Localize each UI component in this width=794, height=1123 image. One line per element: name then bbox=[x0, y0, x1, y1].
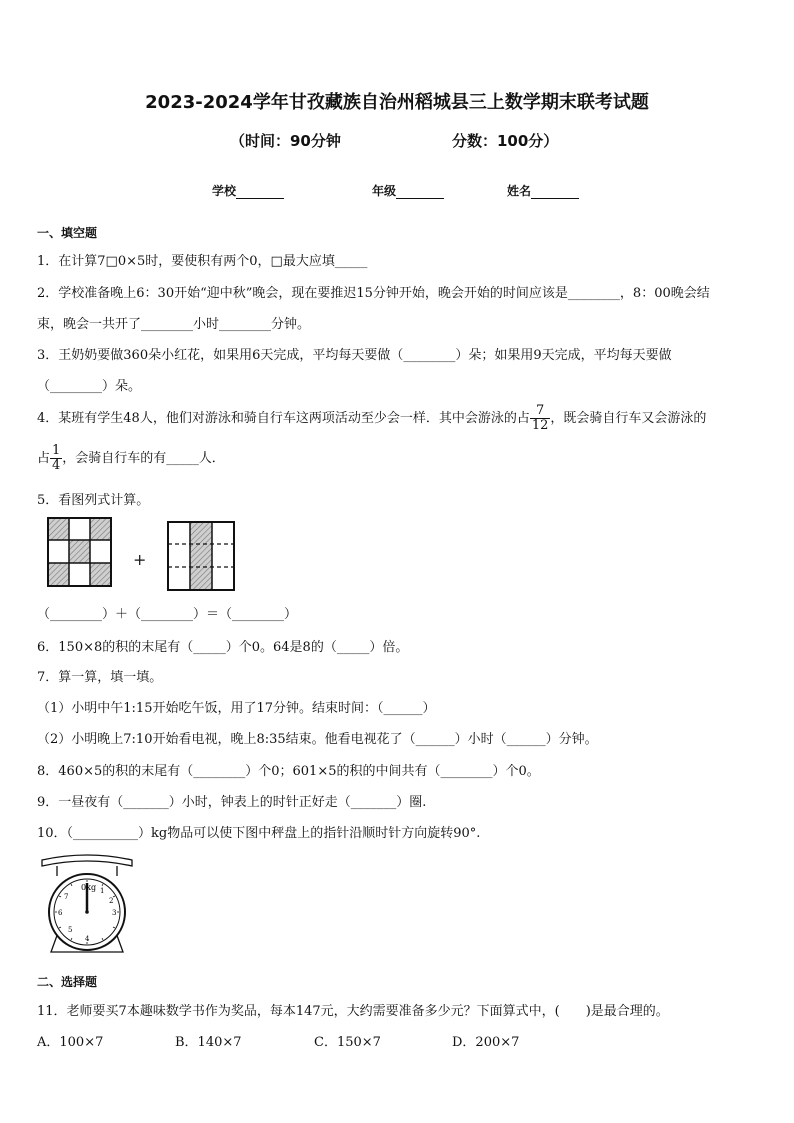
scale-zero-label: 0kg bbox=[81, 883, 97, 892]
grid-figure-checkerboard bbox=[46, 516, 114, 588]
question-11: 11．老师要买7本趣味数学书作为奖品，每本147元，大约需要准备多少元？下面算式中，( )是最合理的。 bbox=[37, 1004, 669, 1019]
question-7: 7．算一算，填一填。 bbox=[37, 670, 163, 685]
section-fill-in-title: 一、填空题 bbox=[37, 226, 98, 240]
grade-label: 年级 bbox=[372, 184, 397, 198]
option-a[interactable]: A．100×7 bbox=[37, 1035, 104, 1050]
question-4-line-2: 占 $\frac{1}{4}$ ，会骑自行车的有_____人． bbox=[37, 443, 225, 473]
dial-number-4: 4 bbox=[85, 935, 90, 943]
dial-number-5: 5 bbox=[68, 926, 73, 934]
grid-figure-middle-column bbox=[166, 520, 236, 592]
question-7-part-2: （2）小明晚上7:10开始看电视，晚上8:35结束。他看电视花了（______）小时（______）分钟。 bbox=[37, 732, 598, 747]
option-b[interactable]: B．140×7 bbox=[175, 1035, 242, 1050]
question-1: 1．在计算7□0×5时，要使积有两个0，□最大应填_____ bbox=[37, 254, 368, 269]
question-2-line-2: 束，晚会一共开了________小时________分钟。 bbox=[37, 317, 311, 332]
score-info: 分数：100分） bbox=[452, 132, 559, 150]
option-d[interactable]: D．200×7 bbox=[452, 1035, 520, 1050]
dial-number-2: 2 bbox=[109, 897, 114, 905]
question-3-line-2: （________）朵。 bbox=[37, 379, 142, 394]
name-field bbox=[507, 182, 579, 199]
dial-number-3: 3 bbox=[112, 909, 117, 917]
grade-blank[interactable] bbox=[396, 186, 444, 199]
grade-field bbox=[372, 182, 444, 199]
question-5: 5．看图列式计算。 bbox=[37, 493, 150, 508]
dial-number-1: 1 bbox=[100, 887, 105, 895]
school-blank[interactable] bbox=[236, 186, 284, 199]
school-field bbox=[212, 182, 284, 199]
question-2-line-1: 2．学校准备晚上6：30开始“迎中秋”晚会，现在要推迟15分钟开始，晚会开始的时间应该是________，8：00晚会结 bbox=[37, 286, 710, 301]
dial-number-6: 6 bbox=[58, 909, 63, 917]
question-3-line-1: 3．王奶奶要做360朵小红花，如果用6天完成，平均每天要做（________）朵；如果用9天完成，平均每天要做 bbox=[37, 348, 672, 363]
question-8: 8．460×5的积的末尾有（________）个0；601×5的积的中间共有（________）个0。 bbox=[37, 764, 540, 779]
question-5-answer: （________）＋（________）＝（________） bbox=[37, 607, 298, 622]
question-7-part-1: （1）小明中午1:15开始吃午饭，用了17分钟。结束时间：（______） bbox=[37, 701, 436, 716]
fraction-1-4: $\frac{1}{4}$ bbox=[52, 443, 61, 473]
exam-title: 2023-2024学年甘孜藏族自治州稻城县三上数学期末联考试题 bbox=[145, 92, 649, 113]
section-choice-title: 二、选择题 bbox=[37, 975, 98, 989]
school-label: 学校 bbox=[212, 184, 237, 198]
option-c[interactable]: C．150×7 bbox=[314, 1035, 381, 1050]
name-label: 姓名 bbox=[507, 184, 532, 198]
question-6: 6．150×8的积的末尾有（_____）个0。64是8的（_____）倍。 bbox=[37, 640, 409, 655]
fraction-7-12: $\frac{7}{12}$ bbox=[531, 403, 549, 433]
question-4-line-1: 4．某班有学生48人，他们对游泳和骑自行车这两项活动至少会一样．其中会游泳的占 $\frac{7}{12}$ ，既会骑自行车又会游泳的 bbox=[37, 403, 707, 433]
time-info: （时间：90分钟 bbox=[230, 132, 341, 150]
scale-figure bbox=[37, 852, 137, 962]
dial-number-7: 7 bbox=[64, 893, 69, 901]
question-10: 10．（__________）kg物品可以使下图中秤盘上的指针沿顺时针方向旋转90°. bbox=[37, 826, 481, 841]
plus-sign: + bbox=[133, 550, 147, 569]
name-blank[interactable] bbox=[531, 186, 579, 199]
question-9: 9．一昼夜有（_______）小时，钟表上的时针正好走（_______）圈. bbox=[37, 795, 427, 810]
